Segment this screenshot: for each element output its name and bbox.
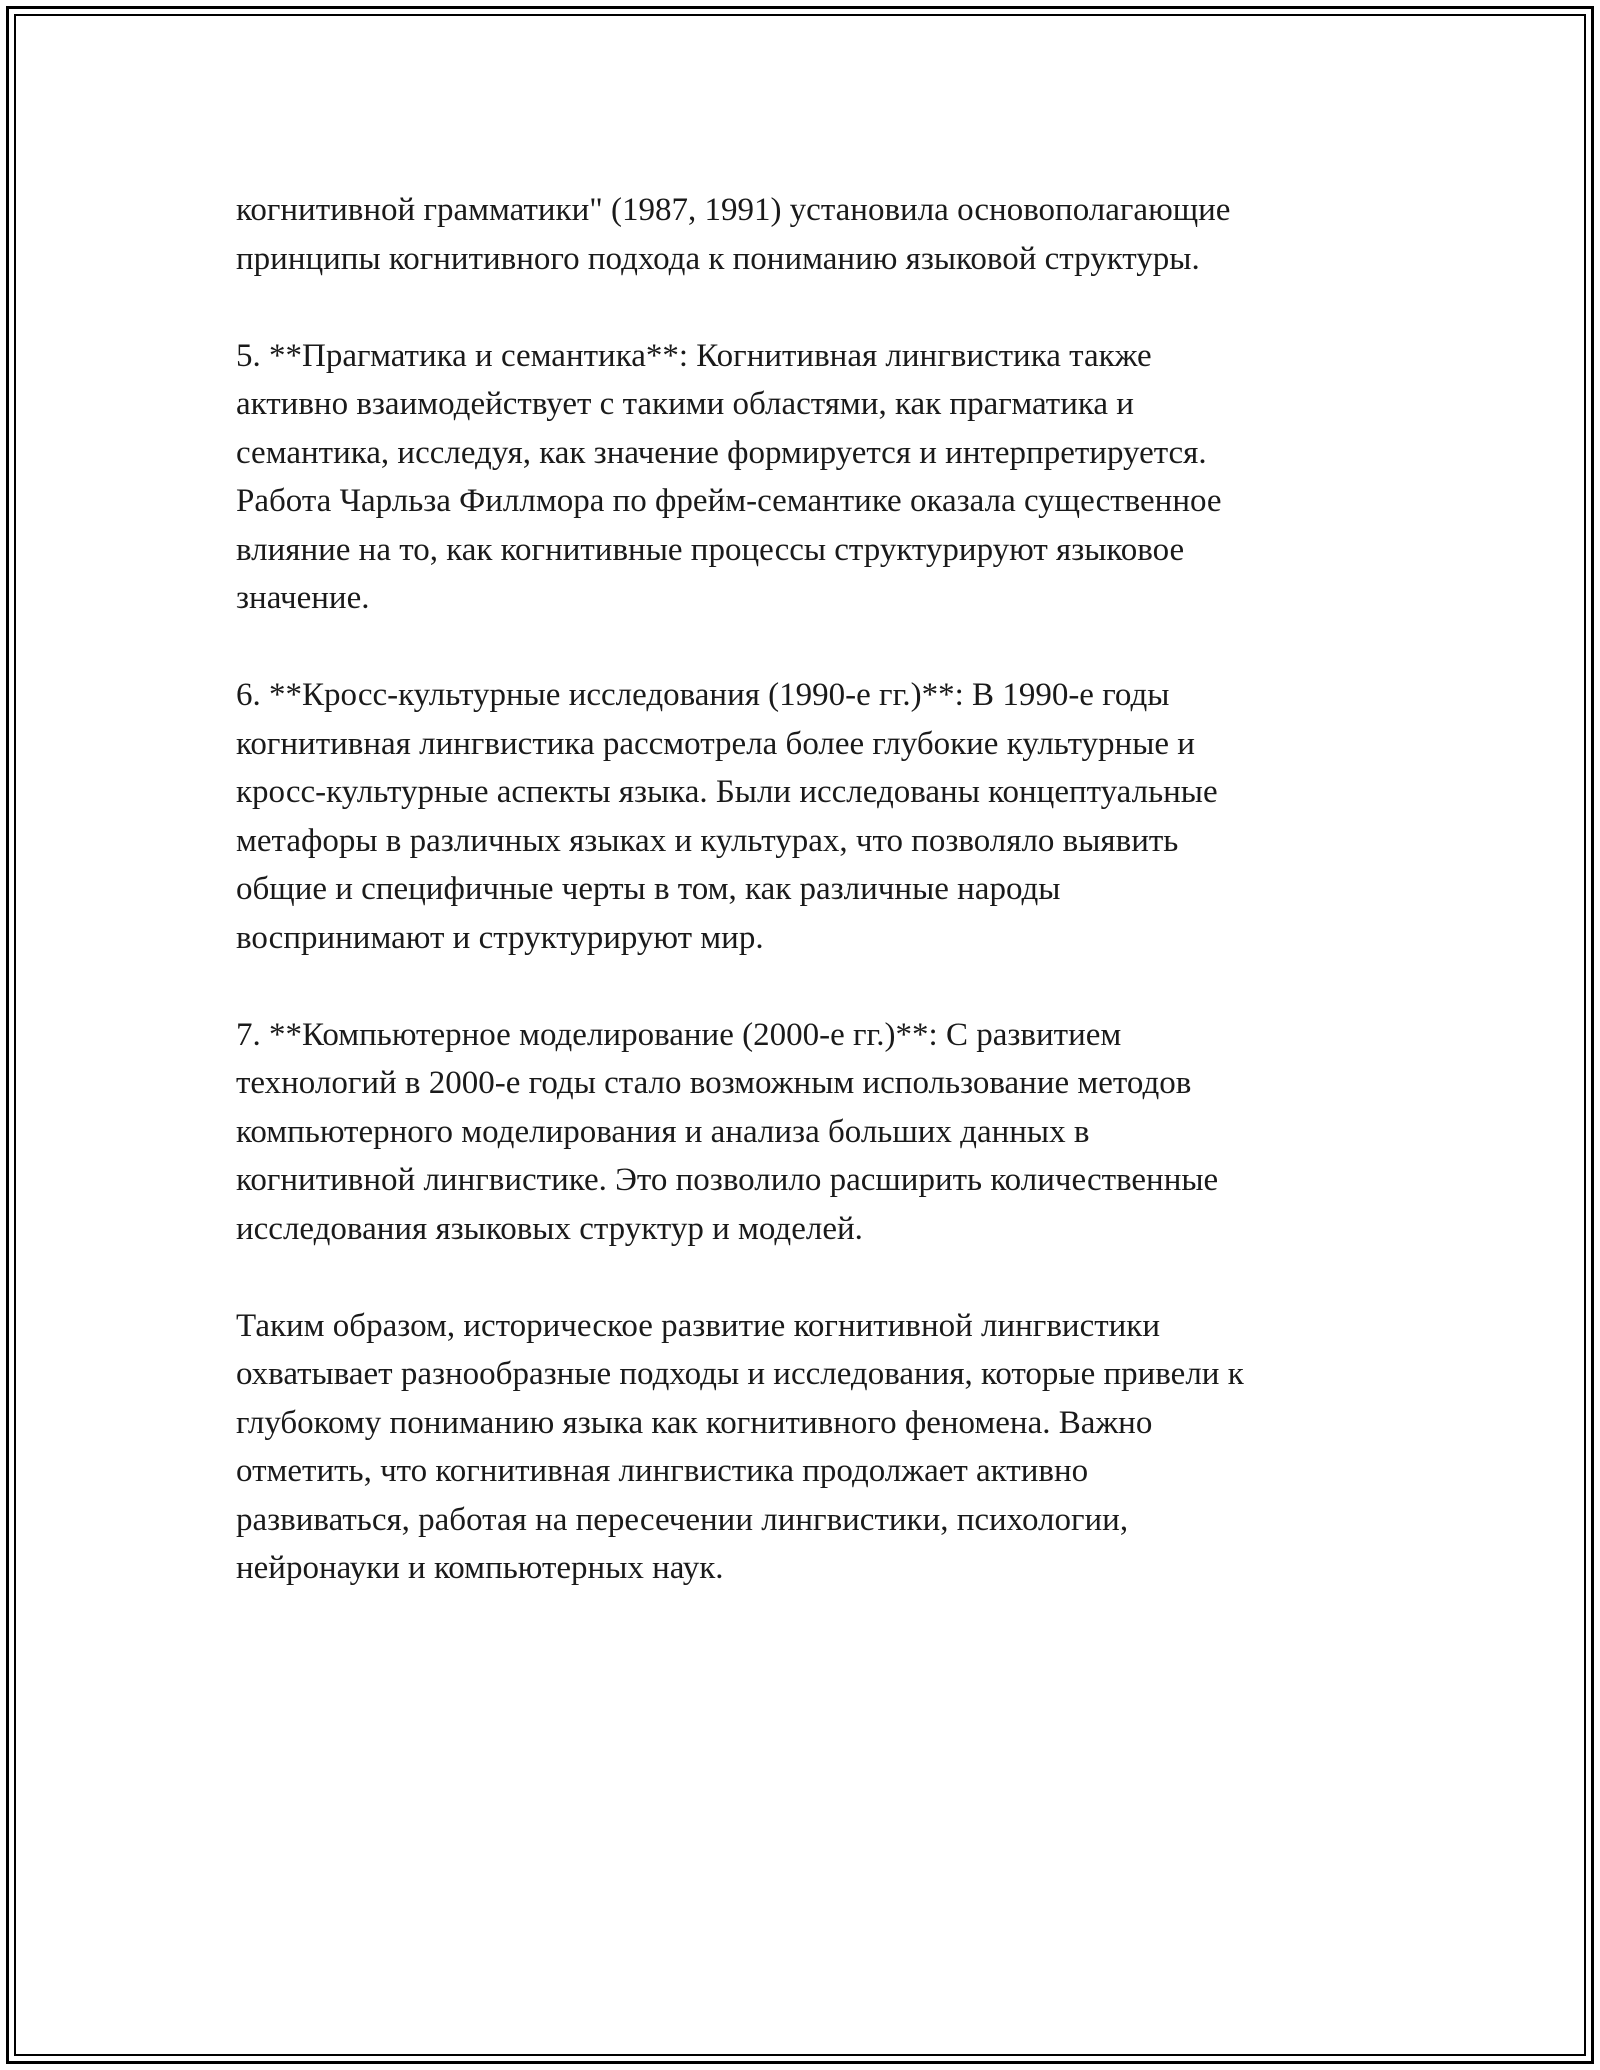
text-line: отметить, что когнитивная лингвистика продолжает активно	[236, 1453, 1089, 1489]
text-line: семантика, исследуя, как значение формируется и интерпретируется.	[236, 434, 1207, 471]
text-line: 7. **Компьютерное моделирование (2000-е гг.)**: С развитием	[236, 1016, 1122, 1053]
text-line: компьютерного моделирования и анализа больших данных в	[236, 1113, 1090, 1150]
text-line: Работа Чарльза Филлмора по фрейм-семантике оказала существенное	[236, 483, 1222, 519]
paragraph-cognitive-grammar-continuation	[236, 186, 1386, 283]
paragraph-item-6-cross-cultural	[236, 671, 1386, 962]
text-line: исследования языковых структур и моделей.	[236, 1210, 863, 1247]
paragraph-conclusion	[236, 1302, 1386, 1593]
text-line: общие и специфичные черты в том, как различные народы	[236, 871, 1061, 907]
text-line: когнитивной грамматики" (1987, 1991) установила основополагающие	[236, 192, 1231, 228]
text-line: когнитивная лингвистика рассмотрела более глубокие культурные и	[236, 725, 1195, 762]
text-line: развиваться, работая на пересечении лингвистики, психологии,	[236, 1501, 1129, 1538]
document-body	[236, 186, 1386, 1641]
text-line: когнитивной лингвистике. Это позволило расширить количественные	[236, 1162, 1219, 1198]
text-line: 6. **Кросс-культурные исследования (1990-е гг.)**: В 1990-е годы	[236, 677, 1170, 713]
text-line: нейронауки и компьютерных наук.	[236, 1550, 724, 1586]
text-line: воспринимают и структурируют мир.	[236, 919, 764, 956]
text-line: активно взаимодействует с такими областями, как прагматика и	[236, 386, 1134, 422]
text-line: глубокому пониманию языка как когнитивного феномена. Важно	[236, 1404, 1153, 1441]
text-line: Таким образом, историческое развитие когнитивной лингвистики	[236, 1307, 1160, 1344]
text-line: 5. **Прагматика и семантика**: Когнитивная лингвистика также	[236, 337, 1152, 374]
paragraph-item-5-pragmatics	[236, 332, 1386, 623]
text-line: кросс-культурные аспекты языка. Были исследованы концептуальные	[236, 774, 1218, 810]
paragraph-item-7-computer-modeling	[236, 1011, 1386, 1254]
text-line: влияние на то, как когнитивные процессы структурируют языковое	[236, 531, 1185, 568]
text-line: метафоры в различных языках и культурах, что позволяло выявить	[236, 822, 1179, 859]
text-line: значение.	[236, 580, 370, 616]
text-line: охватывает разнообразные подходы и исследования, которые привели к	[236, 1356, 1244, 1392]
text-line: принципы когнитивного подхода к пониманию языковой структуры.	[236, 240, 1200, 277]
text-line: технологий в 2000-е годы стало возможным использование методов	[236, 1065, 1192, 1101]
